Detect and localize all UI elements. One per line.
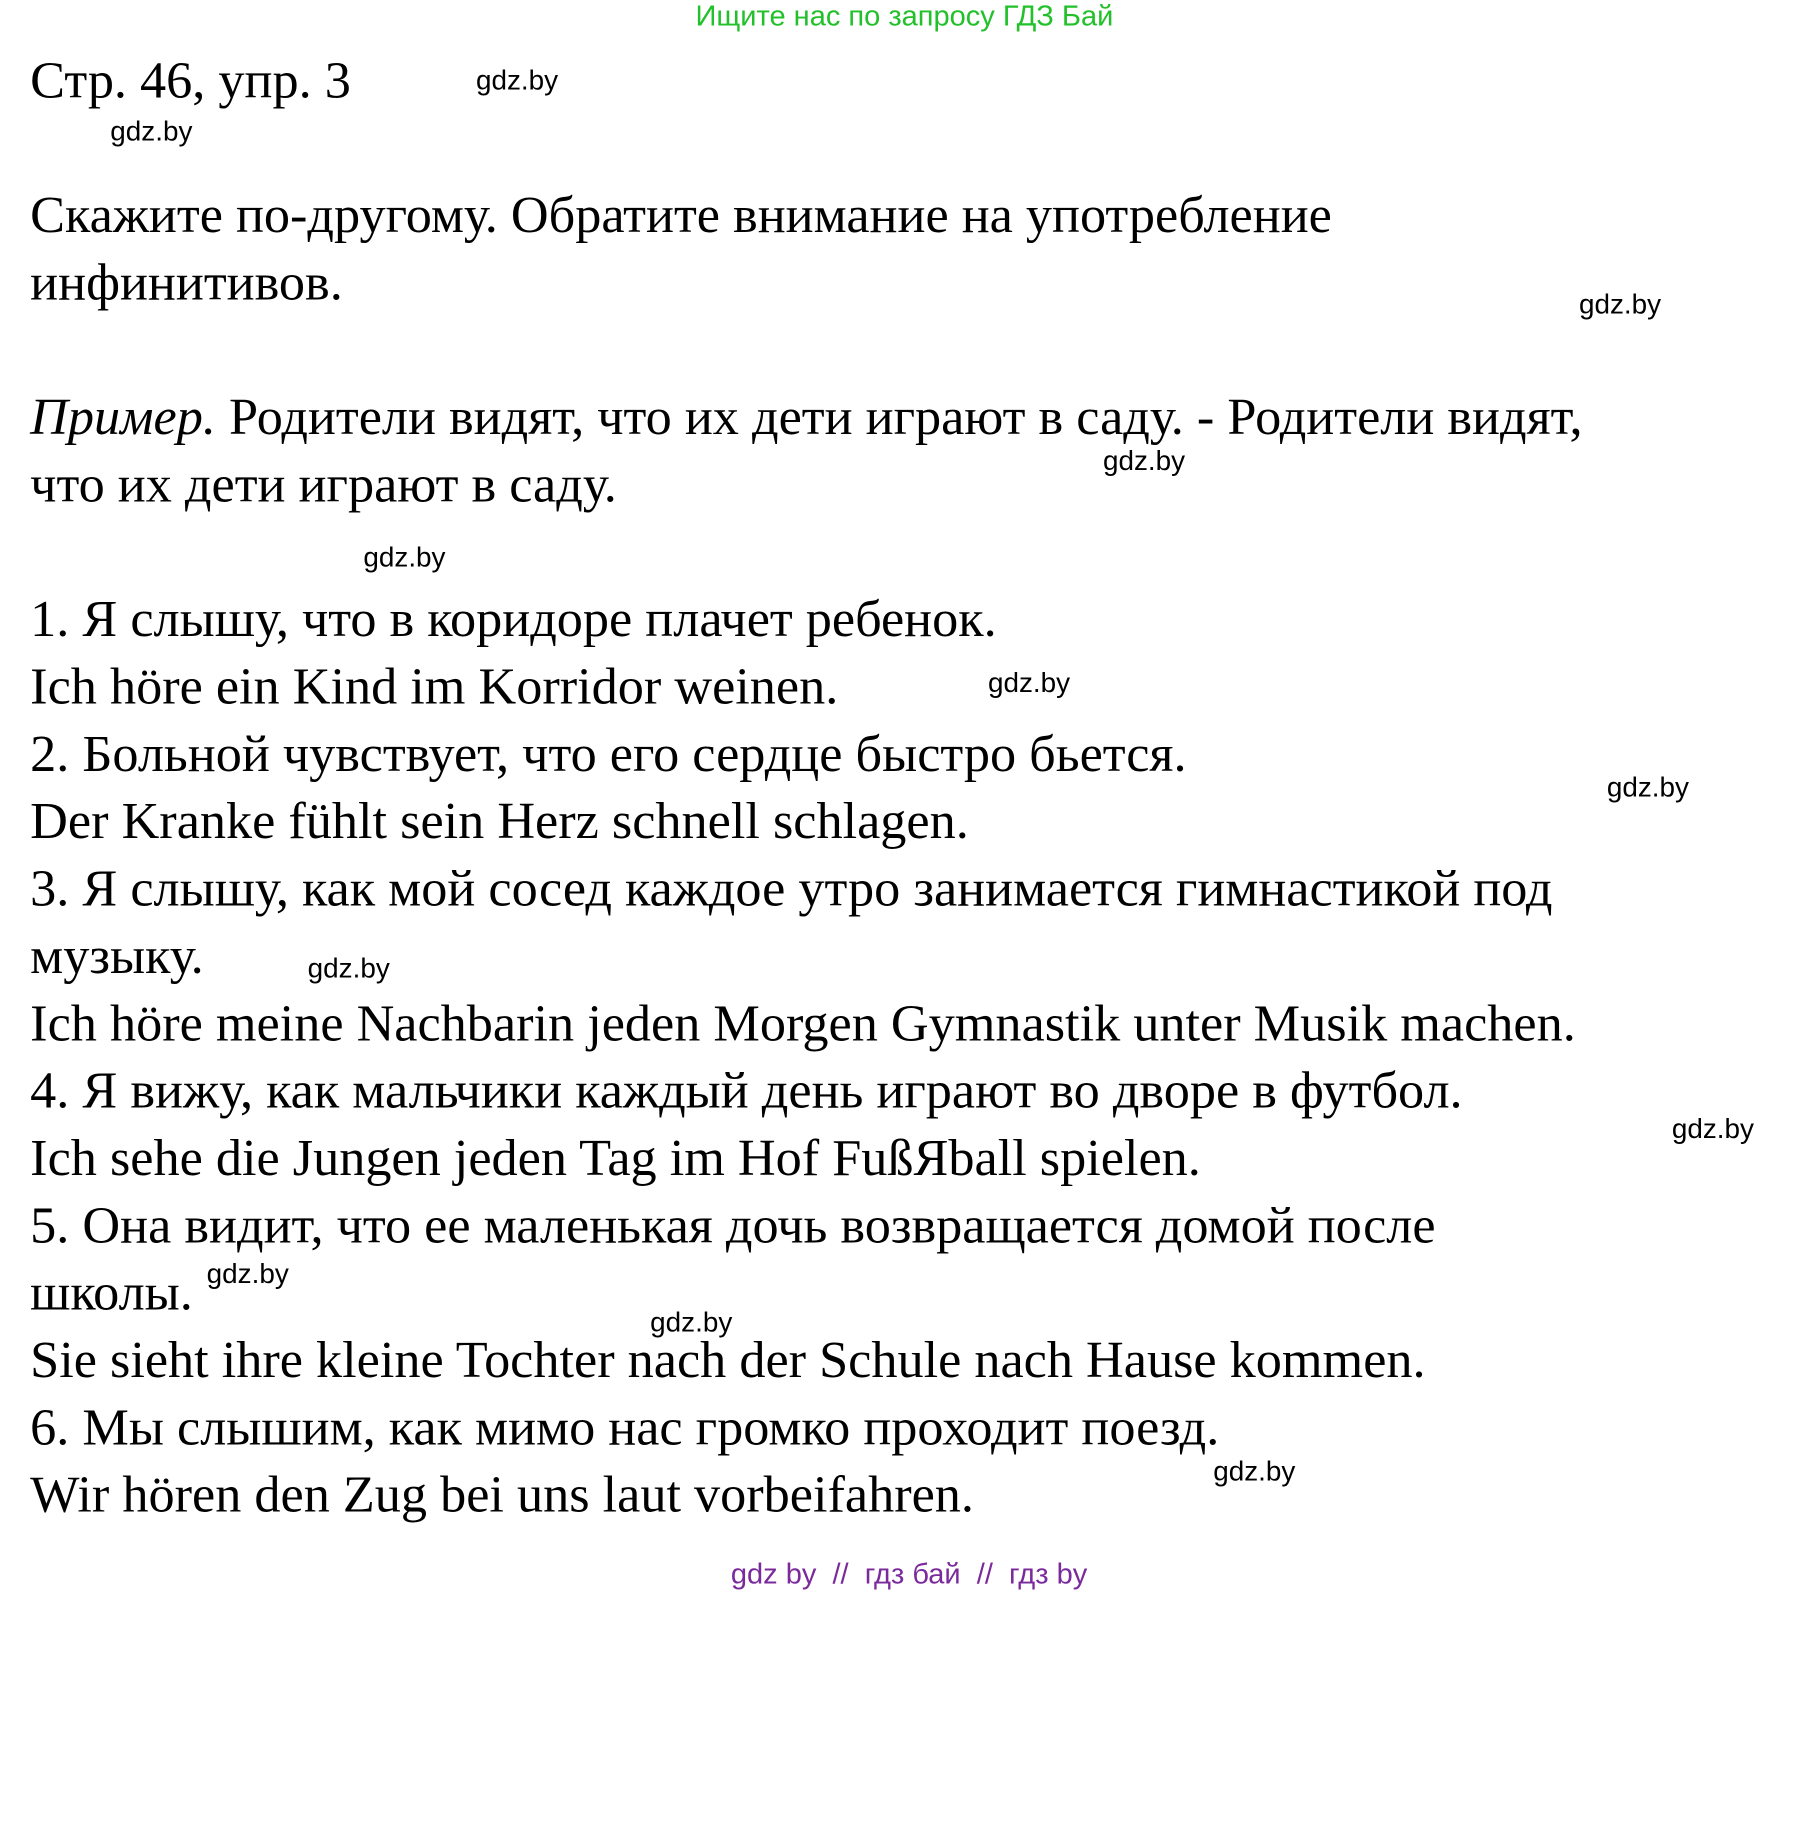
footer-links: gdz by // гдз бай // гдз by: [730, 1558, 1088, 1591]
exercise-line: Wir hören den Zug bei uns laut vorbeifahren.: [30, 1465, 975, 1524]
watermark: gdz.by: [1102, 445, 1186, 478]
exercise-line: 4. Я вижу, как мальчики каждый день играют во дворе в футбол.: [30, 1061, 1463, 1120]
watermark: gdz.by: [1606, 772, 1689, 804]
instruction-line-1: Скажите по-другому. Обратите внимание на употребление: [30, 185, 1332, 244]
exercise-line: музыку.: [30, 926, 204, 985]
exercise-line: Ich sehe die Jungen jeden Tag im Hof FußЯball spielen.: [30, 1128, 1201, 1187]
exercise-line: Sie sieht ihre kleine Tochter nach der Schule nach Hause kommen.: [30, 1330, 1426, 1389]
exercise-line: Der Kranke fühlt sein Herz schnell schlagen.: [30, 791, 969, 850]
exercise-line: 2. Больной чувствует, что его сердце быстро бьется.: [30, 724, 1187, 783]
watermark: gdz.by: [650, 1307, 733, 1339]
exercise-line: Ich höre meine Nachbarin jeden Morgen Gymnastik unter Musik machen.: [30, 993, 1576, 1052]
exercise-line: Ich höre ein Kind im Korridor weinen.: [30, 657, 839, 716]
exercise-heading: Стр. 46, упр. 3: [30, 51, 351, 110]
exercise-line: 5. Она видит, что ее маленькая дочь возвращается домой после: [30, 1195, 1436, 1254]
watermark: gdz.by: [476, 65, 559, 97]
watermark: gdz.by: [307, 953, 390, 985]
exercise-line: 6. Мы слышим, как мимо нас громко проходит поезд.: [30, 1397, 1220, 1456]
exercise-line: школы.: [30, 1263, 193, 1322]
watermark: gdz.by: [206, 1258, 289, 1290]
top-banner: Ищите нас по запросу ГДЗ Бай: [695, 0, 1114, 33]
example-line-1: [30, 388, 1582, 446]
watermark: gdz.by: [1213, 1455, 1296, 1488]
watermark: gdz.by: [988, 667, 1071, 699]
watermark: gdz.by: [363, 542, 446, 574]
exercise-line: 1. Я слышу, что в коридоре плачет ребенок.: [30, 589, 997, 648]
exercise-line: 3. Я слышу, как мой сосед каждое утро занимается гимнастикой под: [30, 859, 1553, 918]
example-line-2: что их дети играют в саду.: [30, 455, 617, 514]
watermark: gdz.by: [1671, 1113, 1754, 1145]
instruction-line-2: инфинитивов.: [30, 253, 343, 312]
watermark: gdz.by: [110, 116, 193, 148]
example-line-1-text: Родители видят, что их дети играют в саду. - Родители видят,: [215, 387, 1583, 446]
example-label: Пример.: [30, 387, 216, 446]
watermark: gdz.by: [1578, 289, 1662, 321]
